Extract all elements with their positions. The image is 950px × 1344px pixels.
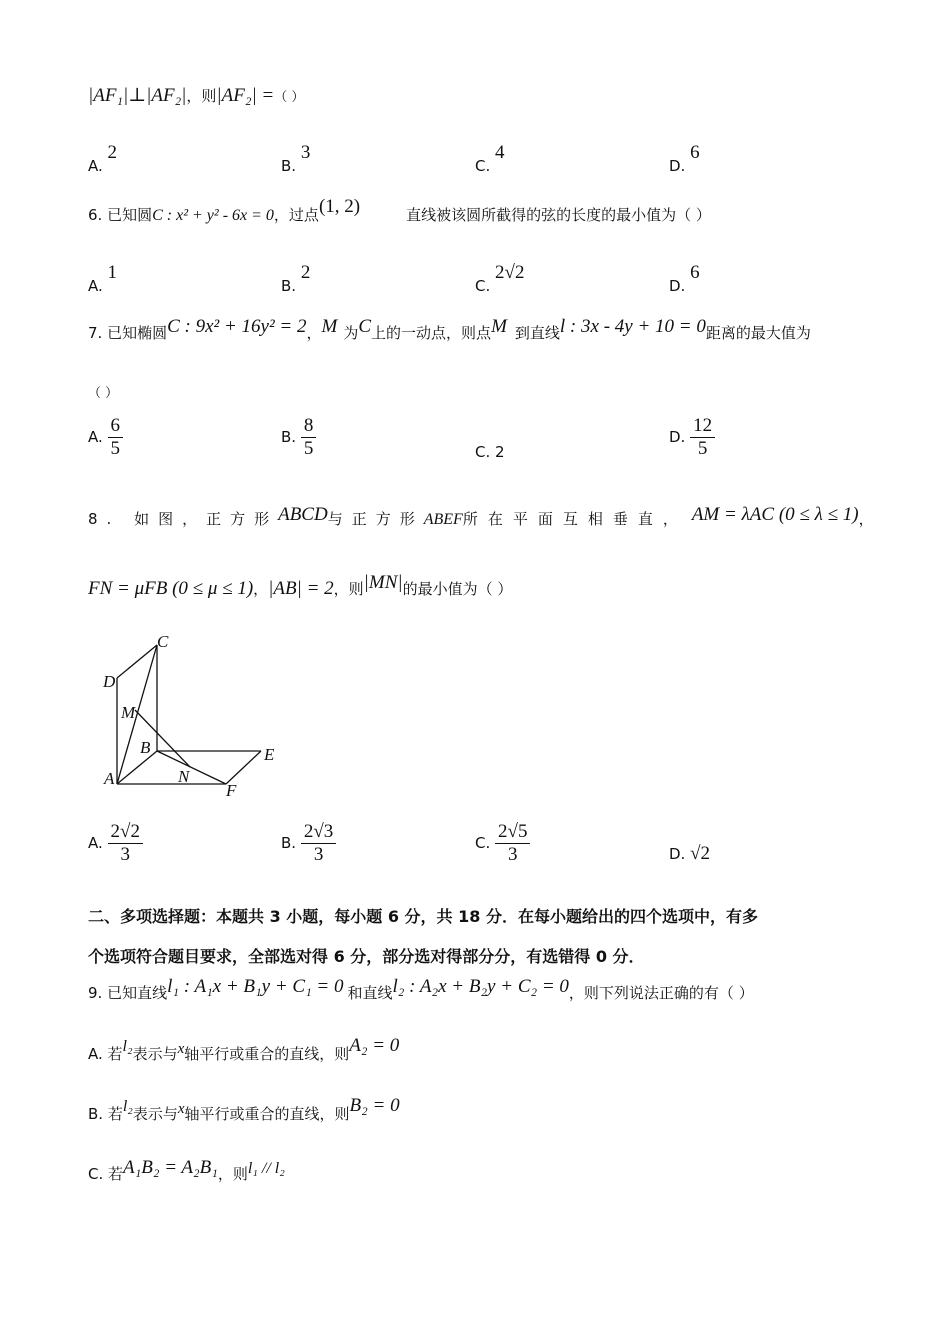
edge-e-f — [226, 751, 261, 784]
q8-mn: |MN| — [363, 572, 403, 593]
q6-option-c: C. 2√2 — [475, 262, 525, 295]
edge-f-b — [157, 751, 226, 784]
q8-option-c: C. $\frac{2√5}{3}$ — [475, 821, 530, 866]
q5-condition-line — [88, 84, 304, 107]
q7-point-m: M — [321, 316, 338, 337]
q9-l1-eq: l₁ : A₁x + B₁y + C₁ = 0 — [167, 976, 344, 997]
q8-stem-line1: 8. 如图，正方形ABCD与正方形ABEF所在平面互相垂直， AM = λAC (0 ≤ λ ≤ 1)， — [88, 504, 874, 528]
q7-number: 7. 已知椭圆 — [88, 324, 168, 342]
fig-label-c: C — [157, 632, 169, 651]
q8-option-d: D. √2 — [669, 843, 711, 864]
q7-line-eq: l : 3x - 4y + 10 = 0 — [559, 316, 706, 337]
q7-stem: 7. 已知椭圆C : 9x² + 16y² = 2，M 为C上的一动点，则点M 到直线l : 3x - 4y + 10 = 0距离的最大值为 — [88, 316, 811, 342]
section2-heading-line2: 个选项符合题目要求，全部选对得 6 分，部分选对得部分分，有选错得 0 分． — [88, 947, 645, 966]
q7-paren: （ ） — [88, 386, 119, 401]
q8-ab-eq: |AB| = 2 — [268, 578, 334, 599]
q9-stem: 9. 已知直线l₁ : A₁x + B₁y + C₁ = 0 和直线l₂ : A₂x + B₂y + C₂ = 0，则下列说法正确的有（ ） — [88, 976, 754, 1002]
q8-number: 8. 如图，正方形 — [88, 510, 279, 528]
q5-option-b: B. 3 — [281, 142, 311, 175]
q6-circle-eq: C : x² + y² - 6x = 0 — [152, 207, 274, 224]
q6-point: (1, 2) — [318, 196, 361, 217]
q8-abef: ABEF — [423, 511, 463, 528]
section2-heading-line1: 二、多项选择题：本题共 3 小题，每小题 6 分，共 18 分．在每小题给出的四个选项中，有多 — [88, 907, 758, 926]
q6-option-b: B. 2 — [281, 262, 311, 295]
q7-option-a: A. $\frac{6}{5}$ — [88, 415, 123, 460]
q7-option-c: C. 2 — [475, 443, 505, 461]
q8-option-a: A. $\frac{2√2}{3}$ — [88, 821, 143, 866]
edge-d-c — [117, 645, 157, 678]
q5-text: ，则 — [186, 87, 217, 105]
q6-option-a: A. 1 — [88, 262, 118, 295]
q5-option-c: C. 4 — [475, 142, 505, 175]
q8-fn-eq: FN = μFB (0 ≤ μ ≤ 1) — [88, 578, 254, 599]
q8-am-eq: AM = λAC (0 ≤ λ ≤ 1) — [691, 504, 859, 525]
q7-ellipse-eq: C : 9x² + 16y² = 2 — [167, 316, 307, 337]
q6-stem — [88, 196, 711, 226]
q9-option-b: B. 若l₂表示与x轴平行或重合的直线，则B₂ = 0 — [88, 1095, 400, 1123]
q5-option-d: D. 6 — [669, 142, 700, 175]
q8-option-b: B. $\frac{2√3}{3}$ — [281, 821, 336, 866]
q7-option-b: B. $\frac{8}{5}$ — [281, 415, 316, 460]
edge-a-b — [117, 751, 157, 784]
q9-option-c: C. 若A₁B₂ = A₂B₁，则l₁ // l₂ — [88, 1157, 285, 1183]
q5-paren: （ ） — [274, 90, 305, 105]
fig-label-b: B — [140, 738, 151, 757]
fig-label-f: F — [226, 781, 237, 800]
q7-option-d: D. $\frac{12}{5}$ — [669, 415, 715, 460]
q6-option-d: D. 6 — [669, 262, 700, 295]
q6-number: 6. 已知圆 — [88, 206, 153, 224]
q9-l2-eq: l₂ : A₂x + B₂y + C₂ = 0 — [392, 976, 569, 997]
q5-af2-math: |AF₂| = — [216, 85, 275, 106]
q8-abcd: ABCD — [278, 504, 328, 525]
fig-label-m: M — [121, 703, 136, 722]
fig-label-a: A — [104, 769, 115, 788]
q9-number: 9. 已知直线 — [88, 984, 168, 1002]
q9-option-a: A. 若l₂表示与x轴平行或重合的直线，则A₂ = 0 — [88, 1035, 400, 1063]
q6-rest: 直线被该圆所截得的弦的长度的最小值为（ ） — [406, 206, 711, 224]
q8-stem-line2: FN = μFB (0 ≤ μ ≤ 1)，|AB| = 2，则|MN|的最小值为（ ） — [88, 572, 513, 599]
q5-perp-math: |AF₁|⊥|AF₂| — [88, 85, 187, 106]
q6-mid: ，过点 — [273, 206, 319, 224]
q5-option-a: A. 2 — [88, 142, 118, 175]
fig-label-e: E — [264, 745, 275, 764]
fig-label-d: D — [103, 672, 116, 691]
fig-label-n: N — [178, 767, 190, 786]
